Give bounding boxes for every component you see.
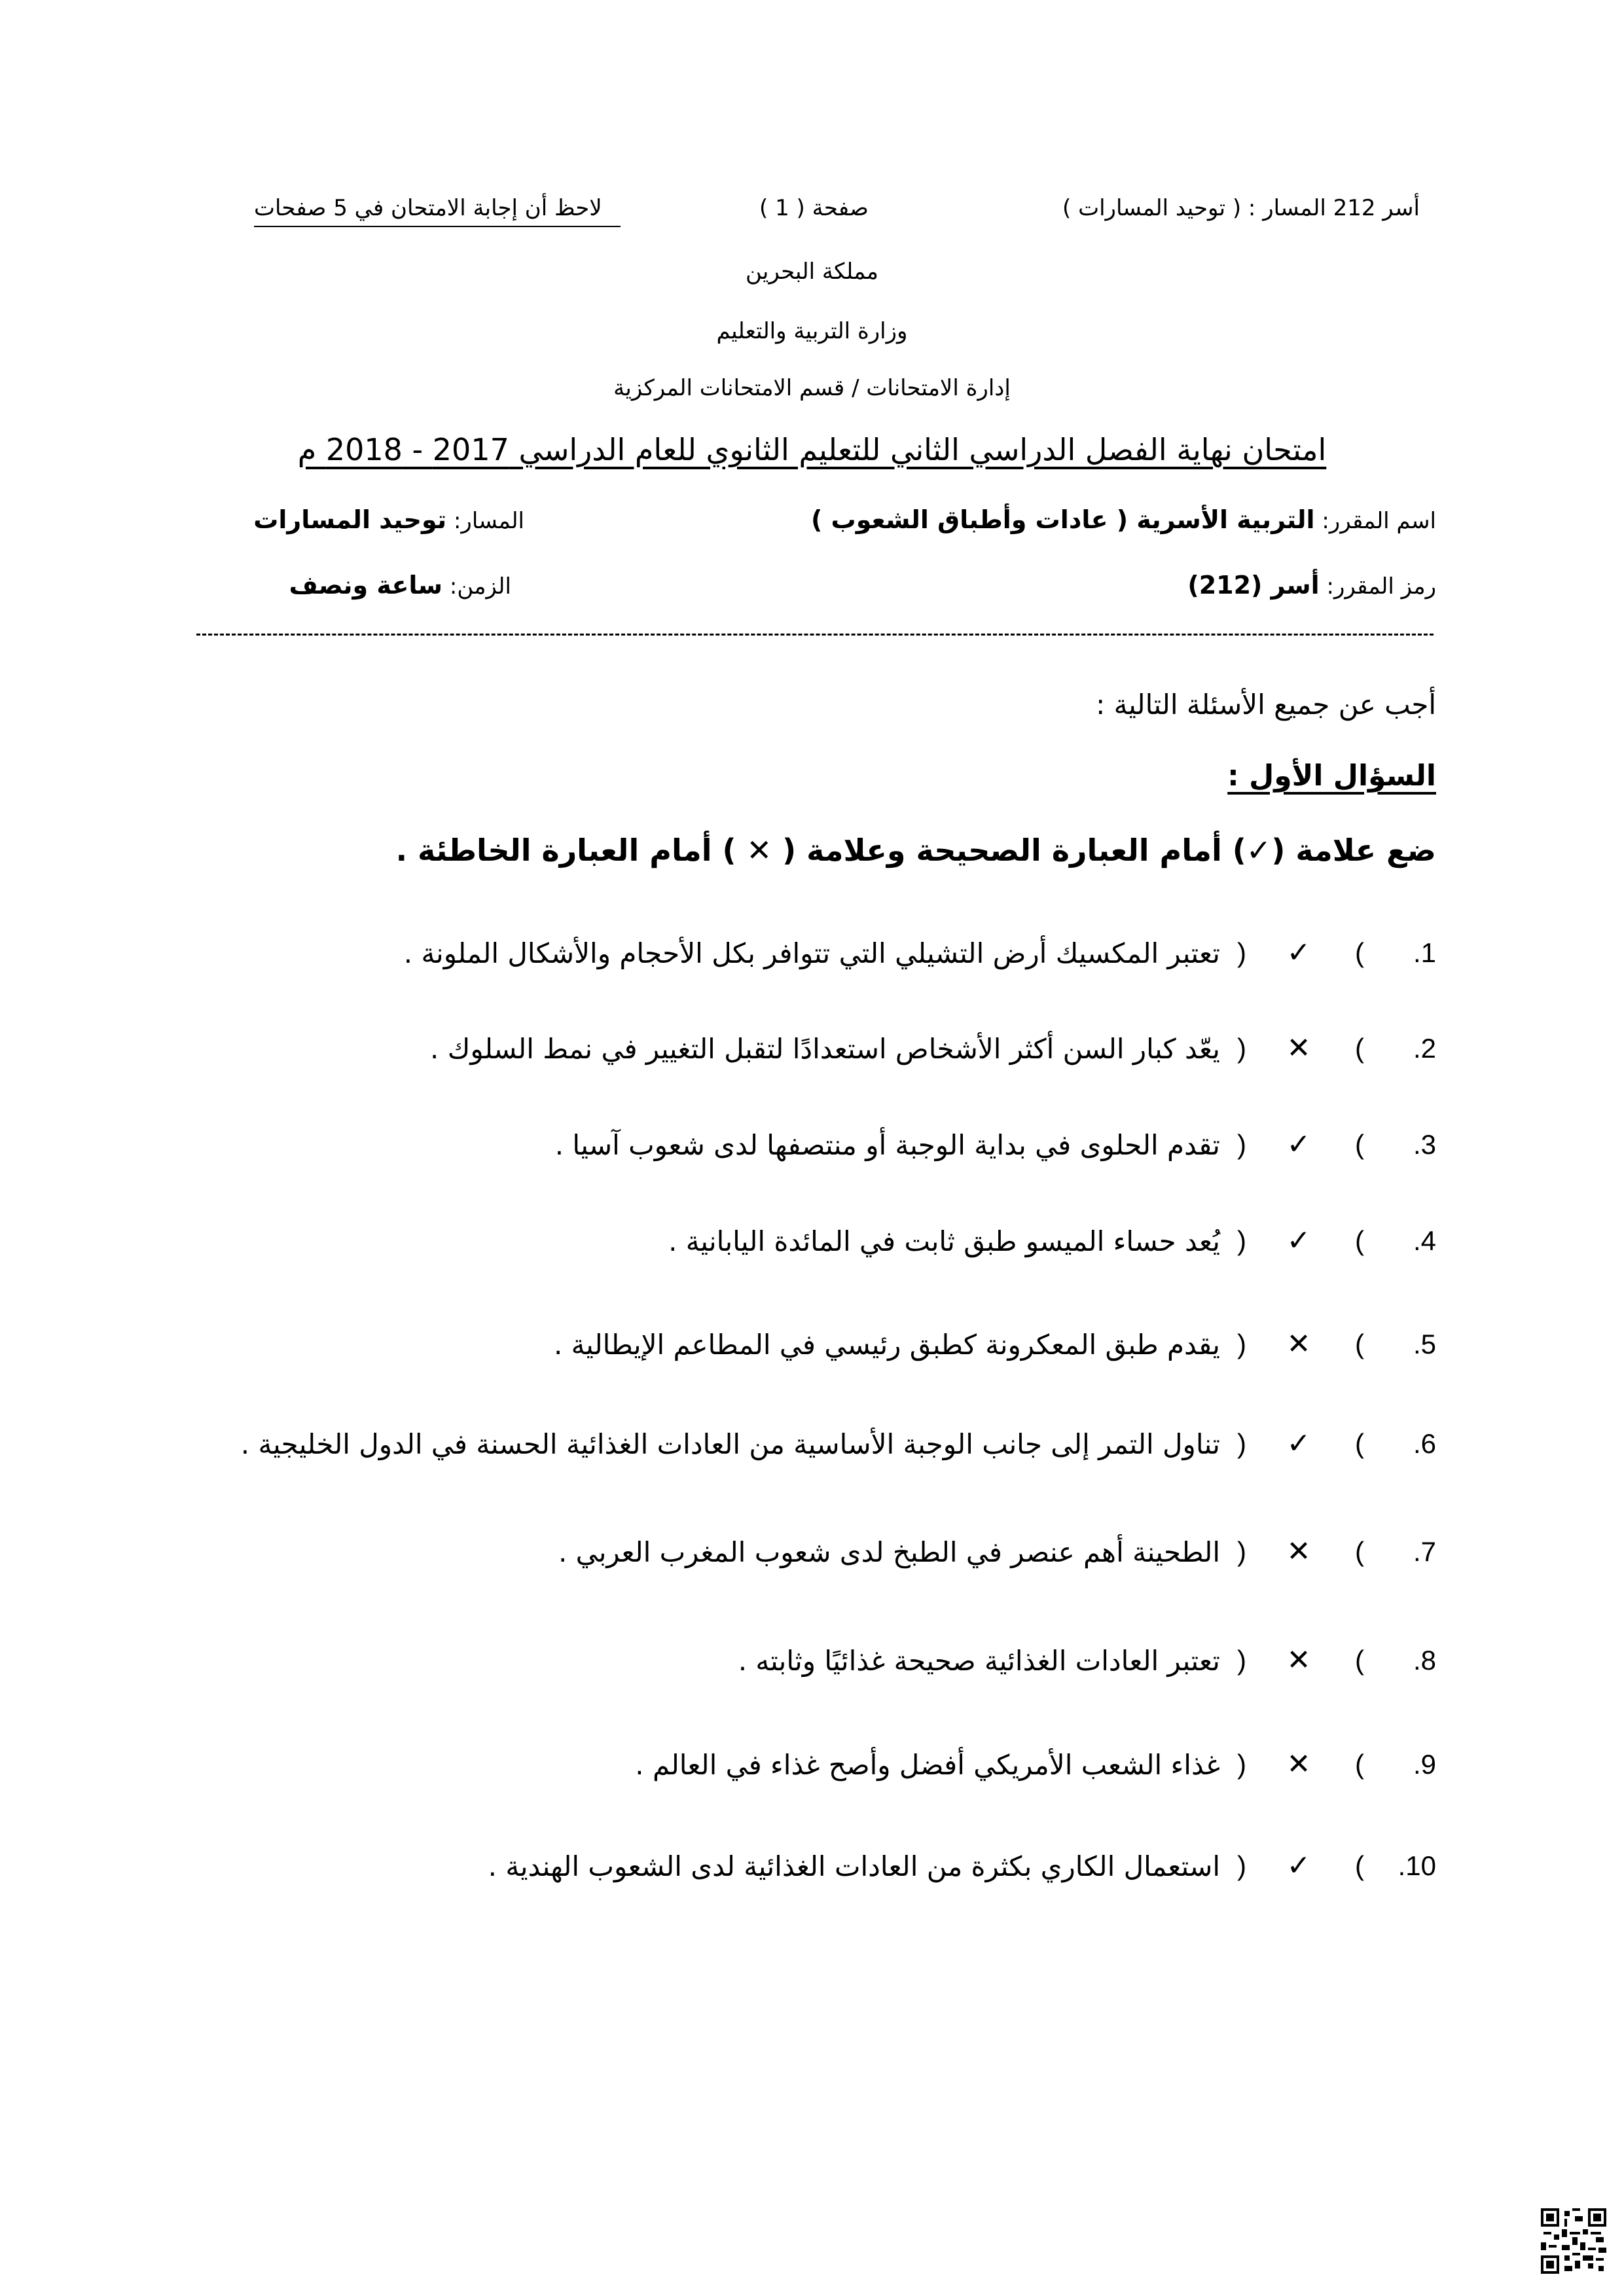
paren-open: ( [1355,1329,1364,1359]
time-label: الزمن: [449,573,511,600]
paren-close: ) [1237,1129,1246,1160]
course-code-label: رمز المقرر: [1326,573,1436,600]
department-title: إدارة الامتحانات / قسم الامتحانات المركزية [613,375,1011,401]
item-statement: تناول التمر إلى جانب الوجبة الأساسية من العادات الغذائية الحسنة في الدول الخليجية . [240,1428,1220,1460]
item-statement: تقدم الحلوى في بداية الوجبة أو منتصفها لدى شعوب آسيا . [554,1129,1220,1161]
dashed-separator [196,634,1434,636]
question-instruction: ضع علامة (✓) أمام العبارة الصحيحة وعلامة ( ✕ ) أمام العبارة الخاطئة . [395,833,1436,868]
course-name [811,505,1436,534]
header-page-number: صفحة ( 1 ) [759,195,869,221]
item-number: .8 [1413,1645,1436,1676]
paren-close: ) [1237,1428,1246,1459]
item-statement: غذاء الشعب الأمريكي أفضل وأصح غذاء في العالم . [635,1749,1220,1781]
item-number: .9 [1413,1749,1436,1780]
header-course-track: أسر 212 المسار : ( توحيد المسارات ) [1062,195,1420,221]
paren-open: ( [1355,1225,1364,1256]
paren-close: ) [1237,1536,1246,1567]
course-name-label: اسم المقرر: [1322,508,1436,534]
item-statement: تعتبر المكسيك أرض التشيلي التي تتوافر بكل الأحجام والأشكال الملونة . [403,937,1220,969]
paren-open: ( [1355,1850,1364,1881]
course-name-value: التربية الأسرية ( عادات وأطباق الشعوب ) [810,505,1315,534]
cross-icon: ✕ [1286,1748,1311,1781]
item-statement: استعمال الكاري بكثرة من العادات الغذائية لدى الشعوب الهندية . [488,1850,1220,1882]
item-number: .6 [1413,1428,1436,1459]
exam-time [289,571,511,600]
paren-open: ( [1355,1033,1364,1064]
item-number: .2 [1413,1033,1436,1064]
course-code [1187,571,1436,600]
check-icon: ✓ [1286,1128,1311,1161]
kingdom-title: مملكة البحرين [745,259,879,285]
item-statement: يُعد حساء الميسو طبق ثابت في المائدة اليابانية . [668,1225,1220,1257]
course-code-value: أسر (212) [1187,571,1320,600]
item-number: .5 [1413,1329,1436,1359]
paren-open: ( [1355,937,1364,968]
paren-close: ) [1237,937,1246,968]
qr-code-icon [1541,2208,1606,2274]
item-number: .3 [1413,1129,1436,1160]
check-icon: ✓ [1286,1224,1311,1257]
cross-icon: ✕ [1286,1031,1311,1065]
item-statement: يقدم طبق المعكرونة كطبق رئيسي في المطاعم الإيطالية . [553,1329,1220,1361]
general-instructions: أجب عن جميع الأسئلة التالية : [1096,689,1436,721]
paren-open: ( [1355,1129,1364,1160]
cross-icon: ✕ [1286,1327,1311,1361]
item-statement: يعّد كبار السن أكثر الأشخاص استعدادًا لتقبل التغيير في نمط السلوك . [430,1033,1220,1065]
ministry-title: وزارة التربية والتعليم [716,318,908,344]
paren-open: ( [1355,1645,1364,1676]
cross-icon: ✕ [1286,1535,1311,1568]
exam-title: امتحان نهاية الفصل الدراسي الثاني للتعليم الثانوي للعام الدراسي 2017 - 2018 م [297,432,1327,467]
paren-close: ) [1237,1329,1246,1359]
item-number: .1 [1413,937,1436,968]
item-number: .10 [1398,1850,1436,1881]
paren-close: ) [1237,1033,1246,1064]
item-number: .4 [1413,1225,1436,1256]
header-note: لاحظ أن إجابة الامتحان في 5 صفحات [254,195,602,221]
track [253,505,524,534]
item-statement: تعتبر العادات الغذائية صحيحة غذائيًا وثابته . [738,1645,1220,1677]
time-value: ساعة ونصف [289,571,443,600]
track-label: المسار: [453,508,524,534]
header-note-underline [254,226,621,227]
question-title: السؤال الأول : [1227,759,1436,793]
paren-close: ) [1237,1850,1246,1881]
paren-open: ( [1355,1749,1364,1780]
paren-close: ) [1237,1225,1246,1256]
paren-open: ( [1355,1428,1364,1459]
check-icon: ✓ [1286,1849,1311,1882]
check-icon: ✓ [1286,1427,1311,1460]
paren-open: ( [1355,1536,1364,1567]
track-value: توحيد المسارات [253,505,447,534]
item-statement: الطحينة أهم عنصر في الطبخ لدى شعوب المغرب العربي . [558,1536,1220,1568]
item-number: .7 [1413,1536,1436,1567]
check-icon: ✓ [1286,936,1311,969]
paren-close: ) [1237,1749,1246,1780]
cross-icon: ✕ [1286,1643,1311,1677]
paren-close: ) [1237,1645,1246,1676]
